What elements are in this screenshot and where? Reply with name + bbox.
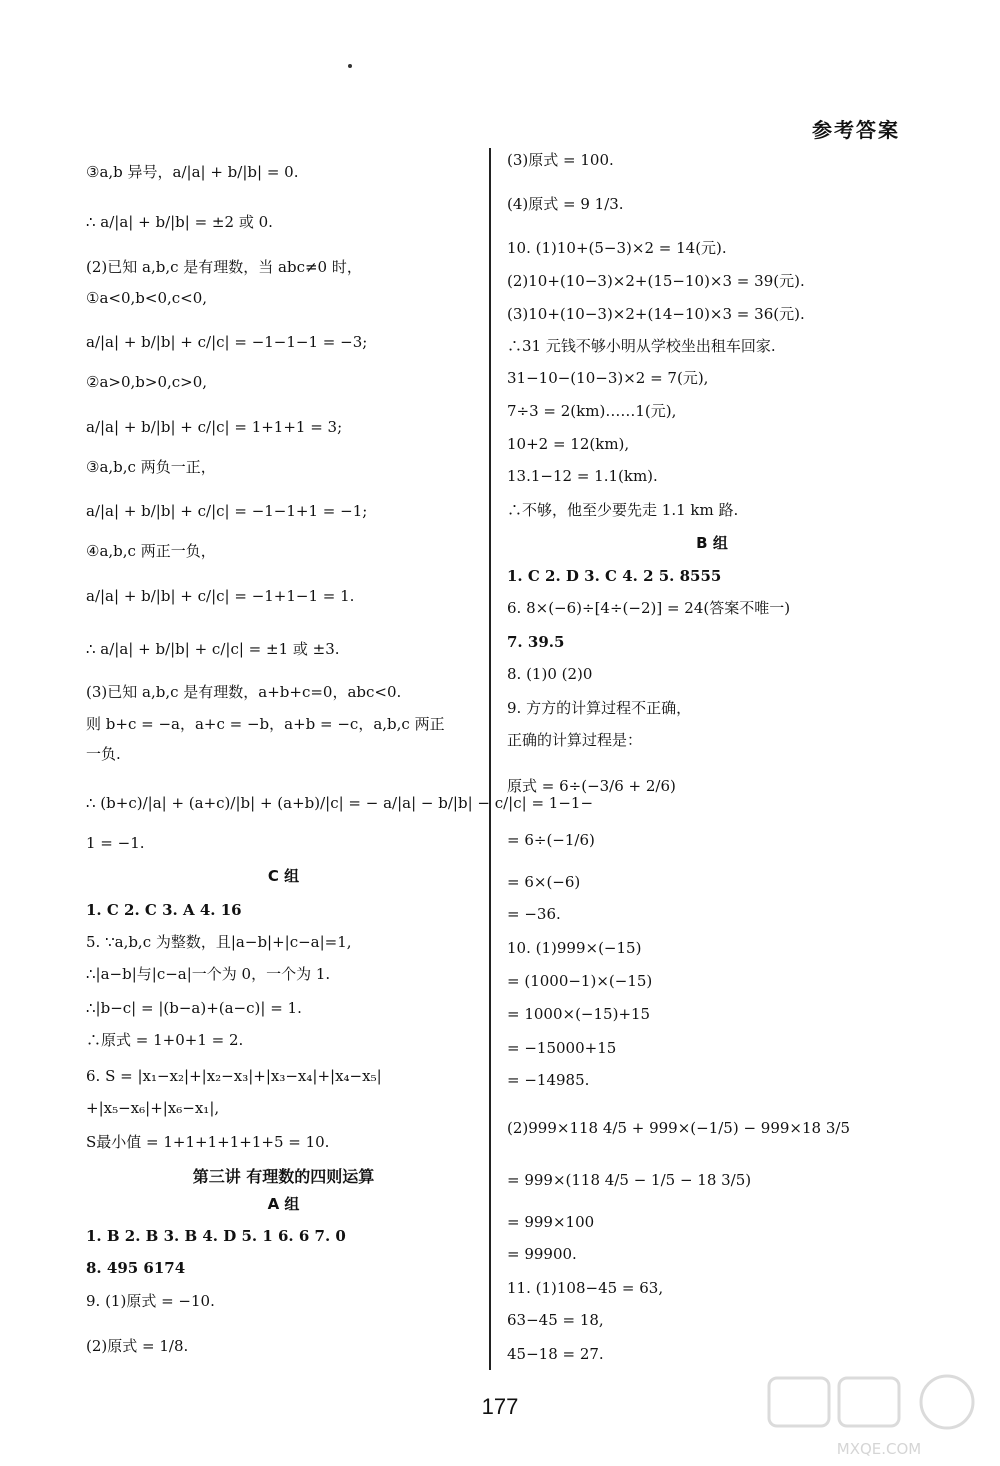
answer-line: 10. (1)999×(−15) <box>507 939 642 957</box>
answer-line: = 999×(118 4/5 − 1/5 − 18 3/5) <box>507 1171 752 1189</box>
answer-line: (2)10+(10−3)×2+(15−10)×3 = 39(元). <box>507 272 805 290</box>
answer-line: = 99900. <box>507 1245 577 1263</box>
answer-line: = 6×(−6) <box>507 873 581 891</box>
ink-dot <box>348 64 352 68</box>
page-number: 177 <box>481 1394 519 1419</box>
answer-line: ∴ a/|a| + b/|b| = ±2 或 0. <box>86 213 273 231</box>
answer-line: ③a,b 异号，a/|a| + b/|b| = 0. <box>86 163 299 181</box>
answer-line: ∴31 元钱不够小明从学校坐出租车回家. <box>507 337 776 355</box>
answer-line: 31−10−(10−3)×2 = 7(元), <box>507 369 709 387</box>
answer-line: a/|a| + b/|b| + c/|c| = −1+1−1 = 1. <box>86 587 355 605</box>
answer-line: = −36. <box>507 905 561 923</box>
answer-line: 7÷3 = 2(km)……1(元), <box>507 402 677 420</box>
answer-line: ①a<0,b<0,c<0, <box>86 289 208 307</box>
answer-line: ∴不够，他至少要先走 1.1 km 路. <box>507 501 739 519</box>
group-title: C 组 <box>267 867 300 885</box>
answer-line: +|x₅−x₆|+|x₆−x₁|, <box>86 1099 220 1117</box>
answer-line: (2)999×118 4/5 + 999×(−1/5) − 999×18 3/5 <box>507 1119 851 1137</box>
answer-line: a/|a| + b/|b| + c/|c| = −1−1−1 = −3; <box>86 333 368 351</box>
answer-line: = 1000×(−15)+15 <box>507 1005 651 1023</box>
answer-line: 8. (1)0 (2)0 <box>507 665 593 683</box>
answer-line: 45−18 = 27. <box>507 1345 604 1363</box>
watermark-logo <box>767 1374 992 1460</box>
answer-line: a/|a| + b/|b| + c/|c| = 1+1+1 = 3; <box>86 418 343 436</box>
answer-line: 10+2 = 12(km), <box>507 435 630 453</box>
watermark-icon <box>767 1374 992 1460</box>
answer-line: = (1000−1)×(−15) <box>507 972 653 990</box>
answer-line: 9. 方方的计算过程不正确， <box>507 699 692 717</box>
group-title: B 组 <box>696 534 728 552</box>
answer-line: 6. 8×(−6)÷[4÷(−2)] = 24(答案不唯一) <box>507 599 791 617</box>
answer-line: 则 b+c = −a，a+c = −b，a+b = −c，a,b,c 两正 <box>86 715 445 733</box>
answer-line: 11. (1)108−45 = 63, <box>507 1279 664 1297</box>
group-title: A 组 <box>267 1195 300 1213</box>
answer-line: ∴|a−b|与|c−a|一个为 0，一个为 1. <box>86 965 331 983</box>
answer-line: ④a,b,c 两正一负， <box>86 542 216 560</box>
answer-line: = −15000+15 <box>507 1039 617 1057</box>
answer-line: 13.1−12 = 1.1(km). <box>507 467 658 485</box>
answer-line: 6. S = |x₁−x₂|+|x₂−x₃|+|x₃−x₄|+|x₄−x₅| <box>86 1067 382 1085</box>
answer-line: 一负. <box>86 745 121 763</box>
answer-line: S最小值 = 1+1+1+1+1+5 = 10. <box>86 1133 330 1151</box>
answer-line: (2)原式 = 1/8. <box>86 1337 189 1355</box>
column-divider <box>489 148 491 1370</box>
answer-line: 8. 495 6174 <box>86 1259 186 1277</box>
answer-line: 1 = −1. <box>86 834 145 852</box>
answer-line: 1. C 2. C 3. A 4. 16 <box>86 901 242 919</box>
answer-line: 正确的计算过程是： <box>507 731 643 749</box>
answer-line: (4)原式 = 9 1/3. <box>507 195 624 213</box>
answer-line: 1. C 2. D 3. C 4. 2 5. 8555 <box>507 567 722 585</box>
answer-line: (2)已知 a,b,c 是有理数，当 abc≠0 时， <box>86 258 362 276</box>
answer-line: ③a,b,c 两负一正， <box>86 458 216 476</box>
header-title: 参考答案 <box>812 118 900 142</box>
answer-line: (3)原式 = 100. <box>507 151 614 169</box>
answer-line: ∴ (b+c)/|a| + (a+c)/|b| + (a+b)/|c| = − a/|a| − b/|b| − c/|c| = 1−1− <box>86 794 594 812</box>
answer-line: (3)10+(10−3)×2+(14−10)×3 = 36(元). <box>507 305 805 323</box>
answer-line: = −14985. <box>507 1071 590 1089</box>
answer-line: 1. B 2. B 3. B 4. D 5. 1 6. 6 7. 0 <box>86 1227 346 1245</box>
answer-line: = 999×100 <box>507 1213 595 1231</box>
answer-line: 9. (1)原式 = −10. <box>86 1292 215 1310</box>
section-title: 第三讲 有理数的四则运算 <box>192 1167 375 1186</box>
answer-line: 5. ∵a,b,c 为整数，且|a−b|+|c−a|=1, <box>86 933 352 951</box>
answer-line: 10. (1)10+(5−3)×2 = 14(元). <box>507 239 727 257</box>
answer-line: 7. 39.5 <box>507 633 565 651</box>
answer-line: ∴|b−c| = |(b−a)+(a−c)| = 1. <box>86 999 302 1017</box>
answer-line: a/|a| + b/|b| + c/|c| = −1−1+1 = −1; <box>86 502 368 520</box>
answer-line: ∴ a/|a| + b/|b| + c/|c| = ±1 或 ±3. <box>86 640 340 658</box>
answer-line: ∴原式 = 1+0+1 = 2. <box>86 1031 244 1049</box>
answer-line: 63−45 = 18, <box>507 1311 604 1329</box>
answer-line: = 6÷(−1/6) <box>507 831 595 849</box>
answer-line: ②a>0,b>0,c>0, <box>86 373 208 391</box>
watermark-domain: MXQE.COM <box>836 1440 922 1458</box>
answer-line: 原式 = 6÷(−3/6 + 2/6) <box>507 777 676 795</box>
answer-line: (3)已知 a,b,c 是有理数，a+b+c=0，abc<0. <box>86 683 402 701</box>
